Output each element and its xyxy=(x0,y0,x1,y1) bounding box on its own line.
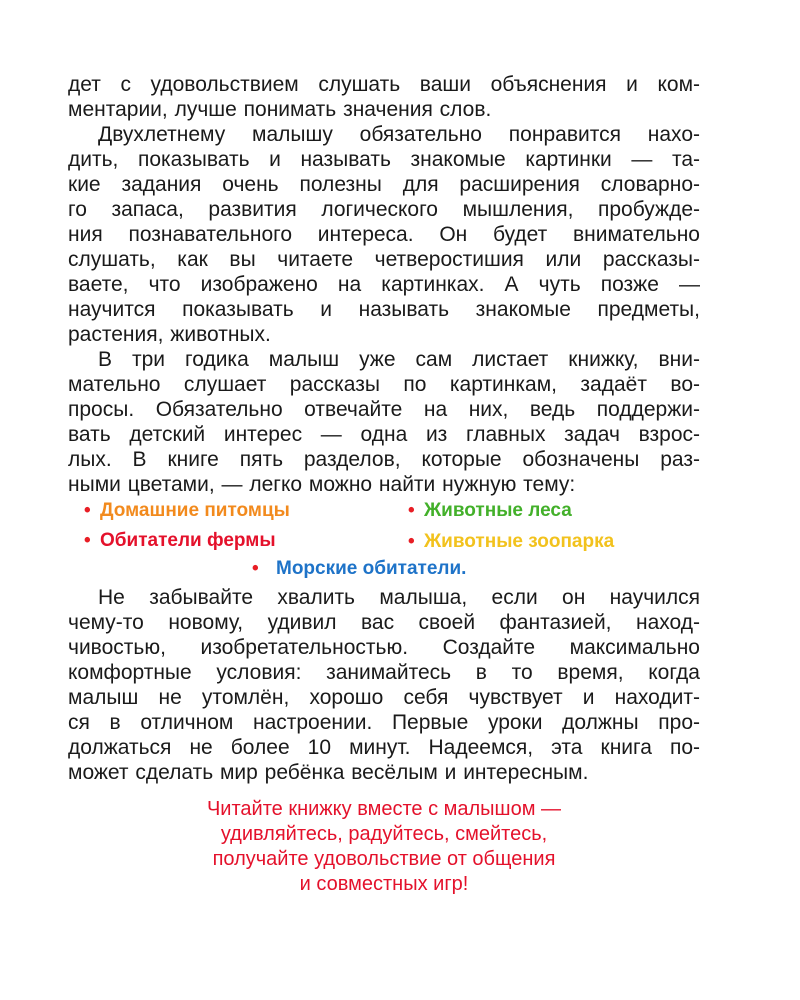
closing-line: удивляйтесь, радуйтесь, смейтесь, xyxy=(220,823,548,845)
closing-line: получайте удовольствие от общения xyxy=(212,848,556,870)
paragraph-3 xyxy=(68,347,700,497)
text-line: просы. Обязательно отвечайте на них, ведь поддержи- xyxy=(68,398,700,421)
text-line: ся в отличном настроении. Первые уроки должны про- xyxy=(68,711,700,734)
section-label: Животные леса xyxy=(424,500,572,521)
text-line: Не забывайте хвалить малыша, если он научился xyxy=(98,586,700,609)
text-line: ментарии, лучше понимать значения слов. xyxy=(68,98,492,121)
paragraph-2 xyxy=(68,122,700,347)
text-line: ными цветами, — легко можно найти нужную тему: xyxy=(68,473,576,496)
section-label: Морские обитатели. xyxy=(276,558,467,579)
text-line: дет с удовольствием слушать ваши объяснения и ком- xyxy=(68,73,700,96)
section-item-farm-animals xyxy=(84,529,276,553)
closing-message xyxy=(68,797,700,897)
page-text xyxy=(68,72,700,897)
text-line: дить, показывать и называть знакомые картинки — та- xyxy=(68,148,700,171)
text-line: Двухлетнему малышу обязательно понравится нахо- xyxy=(98,123,700,146)
paragraph-1 xyxy=(68,72,700,122)
text-line: может сделать мир ребёнка весёлым и интересным. xyxy=(68,761,589,784)
text-line: чивостью, изобретательностью. Создайте максимально xyxy=(68,636,700,659)
text-line: кие задания очень полезны для расширения словарно- xyxy=(68,173,700,196)
text-line: научится показывать и называть знакомые предметы, xyxy=(68,298,700,321)
text-line: вать детский интерес — одна из главных задач взрос- xyxy=(68,423,700,446)
text-line: комфортные условия: занимайтесь в то время, когда xyxy=(68,661,700,684)
paragraph-4 xyxy=(68,585,700,785)
closing-line: Читайте книжку вместе с малышом — xyxy=(206,798,562,820)
bullet-icon: • xyxy=(84,530,91,551)
bullet-icon: • xyxy=(252,558,259,579)
text-line: должаться не более 10 минут. Надеемся, эта книга по- xyxy=(68,736,700,759)
text-line: ваете, что изображено на картинках. А чуть позже — xyxy=(68,273,700,296)
text-line: малыш не утомлён, хорошо себя чувствует и находит- xyxy=(68,686,700,709)
text-line: лых. В книге пять разделов, которые обозначены раз- xyxy=(68,448,700,471)
bullet-icon: • xyxy=(84,500,91,521)
section-item-pets xyxy=(84,499,290,523)
section-list xyxy=(68,499,700,583)
text-line: растения, животных. xyxy=(68,323,271,346)
section-item-forest-animals xyxy=(408,499,572,523)
section-item-sea-animals xyxy=(252,557,466,581)
bullet-icon: • xyxy=(408,531,415,552)
text-line: го запаса, развития логического мышления, пробужде- xyxy=(68,198,700,221)
section-item-zoo-animals xyxy=(408,530,614,554)
text-line: слушать, как вы читаете четверостишия или рассказы- xyxy=(68,248,700,271)
section-label: Животные зоопарка xyxy=(424,531,615,552)
text-line: мательно слушает рассказы по картинкам, задаёт во- xyxy=(68,373,700,396)
text-line: чему-то новому, удивил вас своей фантазией, наход- xyxy=(68,611,700,634)
section-label: Обитатели фермы xyxy=(100,530,276,551)
bullet-icon: • xyxy=(408,500,415,521)
closing-line: и совместных игр! xyxy=(299,873,469,895)
section-label: Домашние питомцы xyxy=(100,500,290,521)
text-line: ния познавательного интереса. Он будет внимательно xyxy=(68,223,700,246)
text-line: В три годика малыш уже сам листает книжку, вни- xyxy=(98,348,700,371)
